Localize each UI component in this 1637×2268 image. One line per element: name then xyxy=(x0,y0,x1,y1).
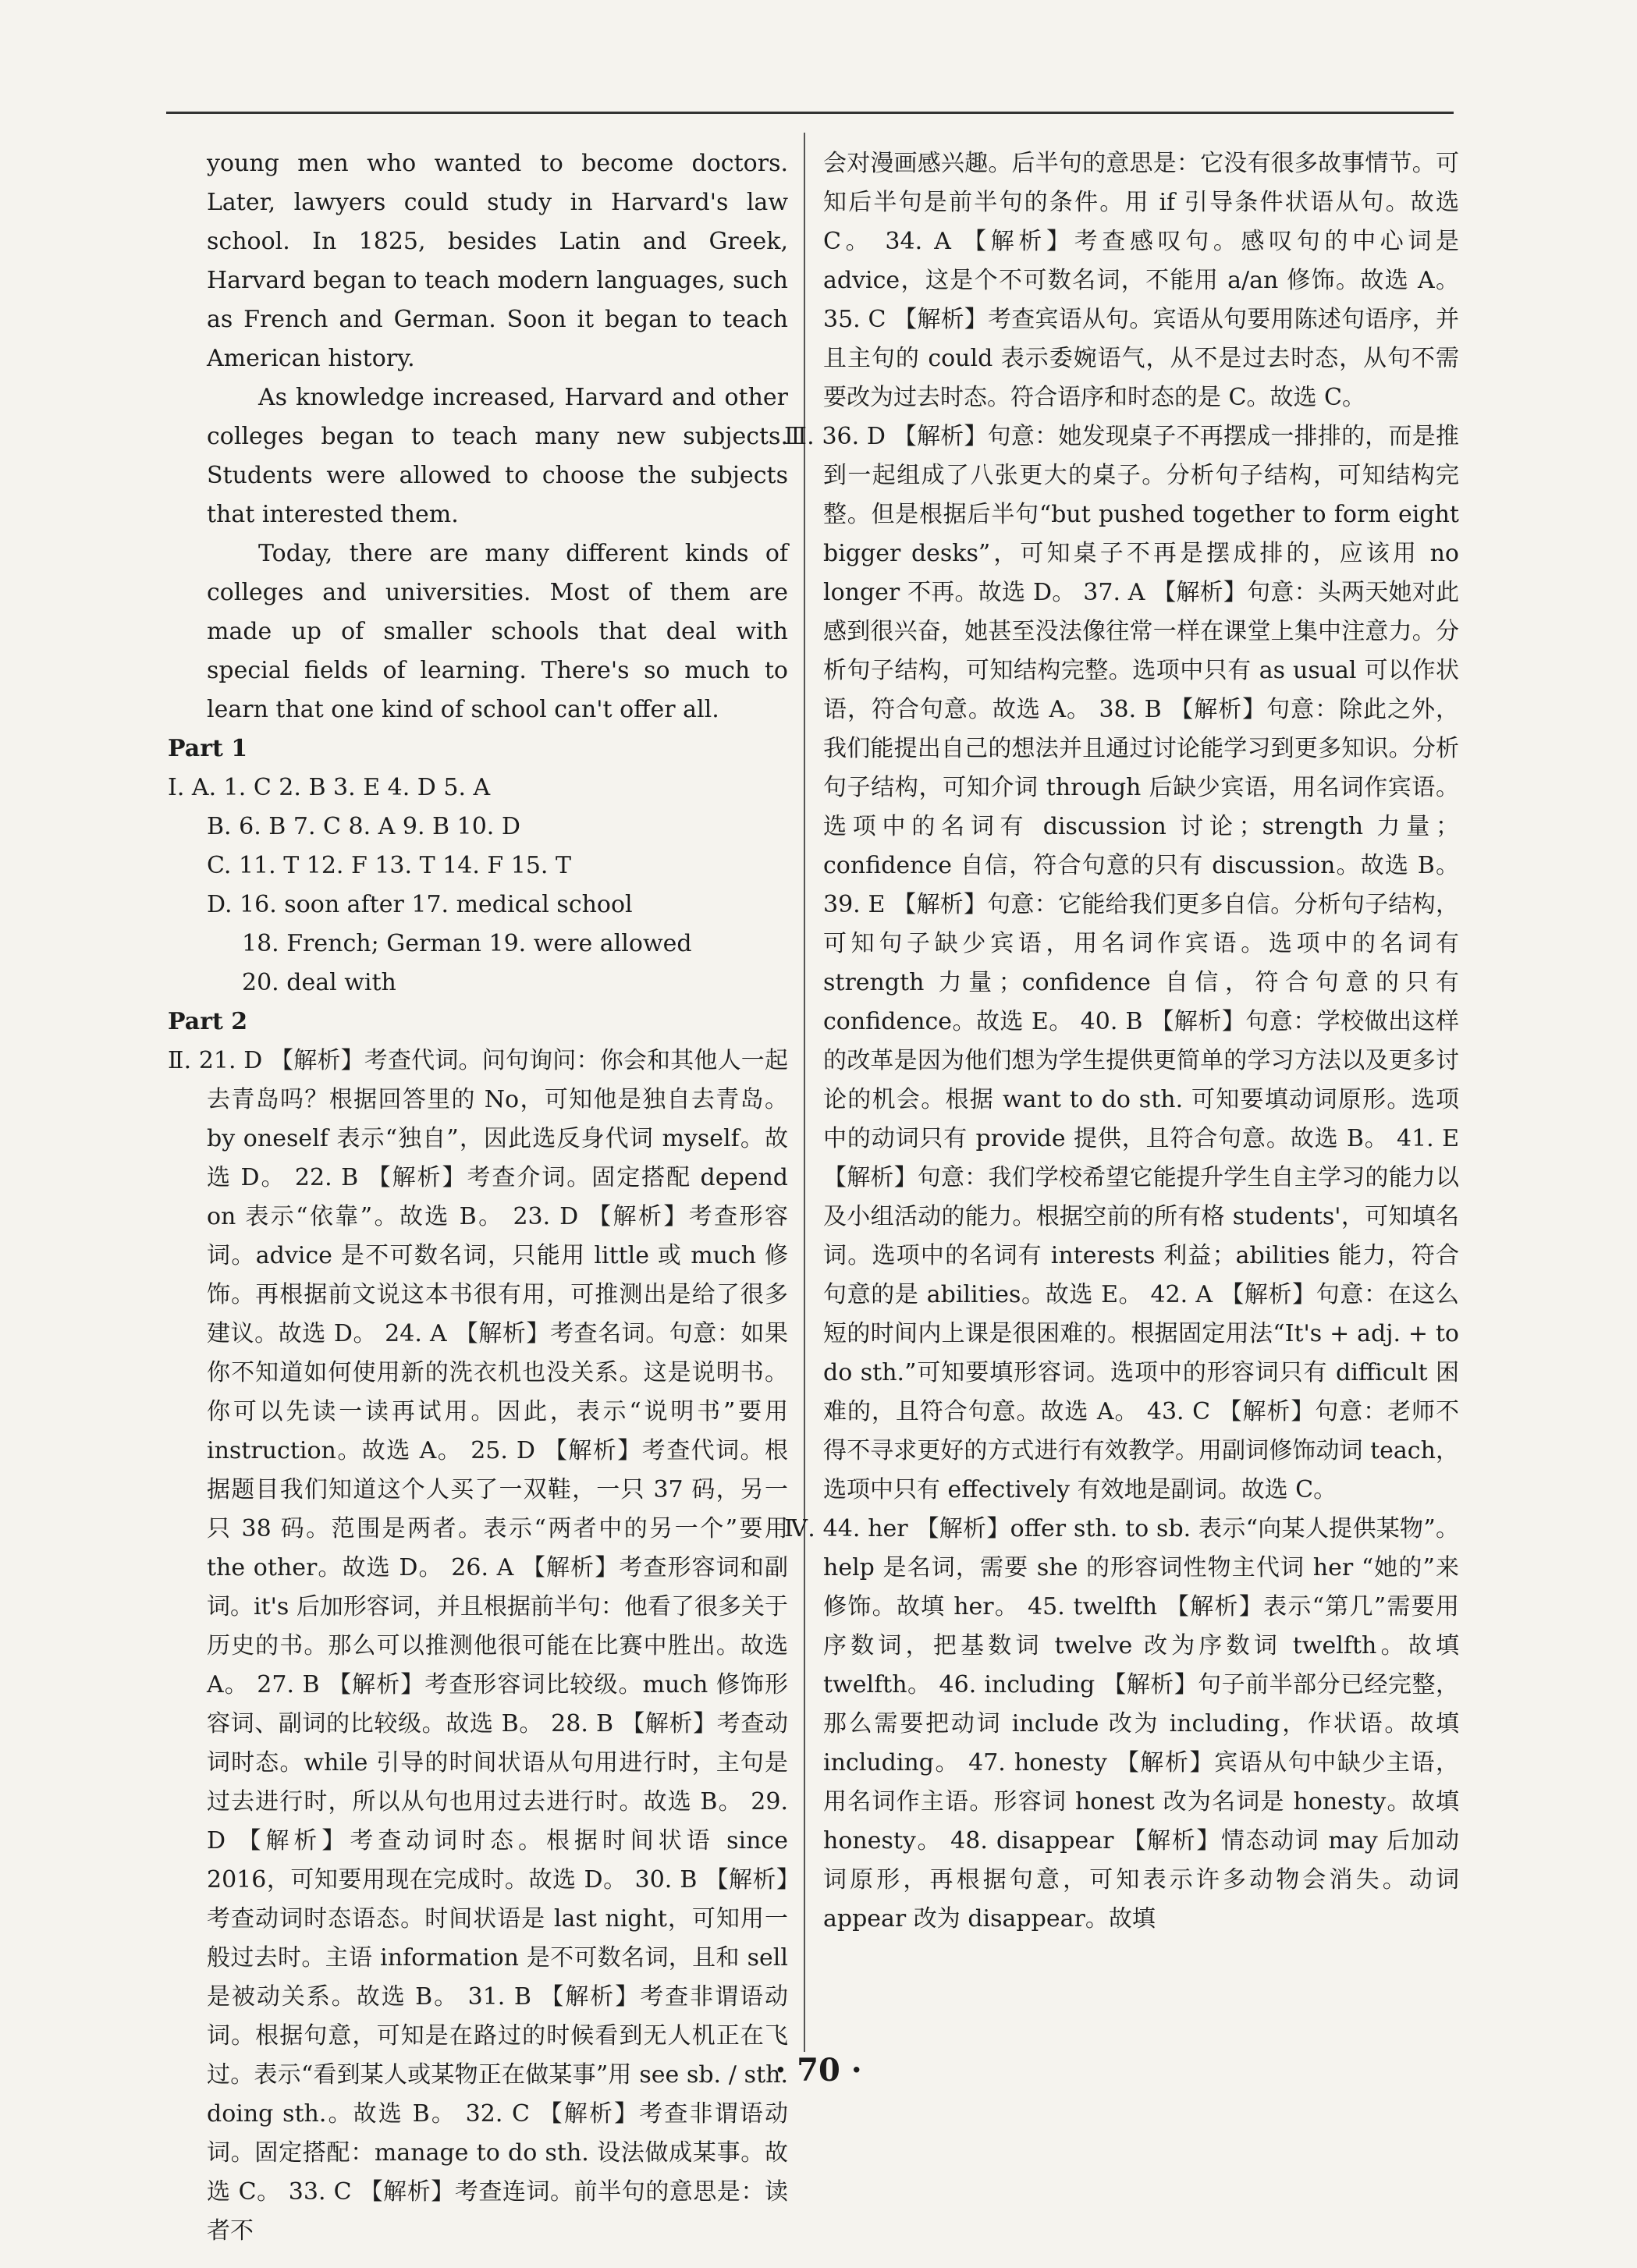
answer-line: Ⅰ. A. 1. C 2. B 3. E 4. D 5. A xyxy=(168,774,491,801)
part-2-title: Part 2 xyxy=(168,1008,248,1035)
page-number: · 70 · xyxy=(775,2052,862,2089)
answer-explanation-block: Ⅳ. 44. her 【解析】offer sth. to sb. 表示“向某人提供某物”。help 是名词，需要 she 的形容词性物主代词 her “她的”来修饰。故填 her。 45. twelfth 【解析】表示“第几”需要用序数词，把基数词 twelve 改为序数词 twelfth。故填 twelfth。 46. including 【解析】句子前半部分已经完整，那么需要把动词 include 改为 including，作状语。故填 including。 47. honesty 【解析】宾语从句中缺少主语，用名词作主语。形容词 honest 改为名词是 honesty。故填 honesty。 48. disappear 【解析】情态动词 may 后加动词原形，再根据句意，可知表示许多动物会消失。动词 appear 改为 disappear。故填 xyxy=(784,1515,1459,1933)
top-rule xyxy=(166,112,1454,114)
answer-line: C. 11. T 12. F 13. T 14. F 15. T xyxy=(207,852,571,879)
answer-line: 18. French; German 19. were allowed xyxy=(242,930,692,957)
right-column xyxy=(784,144,1459,1939)
answer-explanation-block: Ⅲ. 36. D 【解析】句意：她发现桌子不再摆成一排排的，而是推到一起组成了八张更大的桌子。分析句子结构，可知结构完整。但是根据后半句“but pushed together to form eight bigger desks”，可知桌子不再是摆成排的，应该用 no longer 不再。故选 D。 37. A 【解析】句意：头两天她对此感到很兴奋，她甚至没法像往常一样在课堂上集中注意力。分析句子结构，可知结构完整。选项中只有 as usual 可以作状语，符合句意。故选 A。 38. B 【解析】句意：除此之外，我们能提出自己的想法并且通过讨论能学习到更多知识。分析句子结构，可知介词 through 后缺少宾语，用名词作宾语。选项中的名词有 discussion 讨论；strength 力量；confidence 自信，符合句意的只有 discussion。故选 B。 39. E 【解析】句意：它能给我们更多自信。分析句子结构，可知句子缺少宾语，用名词作宾语。选项中的名词有 strength 力量；confidence 自信，符合句意的只有 confidence。故选 E。 40. B 【解析】句意：学校做出这样的改革是因为他们想为学生提供更简单的学习方法以及更多讨论的机会。根据 want to do sth. 可知要填动词原形。选项中的动词只有 provide 提供，且符合句意。故选 B。 41. E 【解析】句意：我们学校希望它能提升学生自主学习的能力以及小组活动的能力。根据空前的所有格 students'，可知填名词。选项中的名词有 interests 利益；abilities 能力，符合句意的是 abilities。故选 E。 42. A 【解析】句意：在这么短的时间内上课是很困难的。根据固定用法“It's + adj. + to do sth.”可知要填形容词。选项中的形容词只有 difficult 困难的，且符合句意。故选 A。 43. C 【解析】句意：老师不得不寻求更好的方式进行有效教学。用副词修饰动词 teach，选项中只有 effectively 有效地是副词。故选 C。 xyxy=(784,423,1459,1503)
part-1-title: Part 1 xyxy=(168,735,248,762)
passage-paragraph: As knowledge increased, Harvard and other colleges began to teach many new subjects. Students were allowed to choose the subjects that interested them. xyxy=(207,384,788,528)
answer-line: B. 6. B 7. C 8. A 9. B 10. D xyxy=(207,813,520,840)
answer-line: D. 16. soon after 17. medical school xyxy=(207,891,633,918)
answer-explanation-block: Ⅱ. 21. D 【解析】考查代词。问句询问：你会和其他人一起去青岛吗？根据回答里的 No，可知他是独自去青岛。by oneself 表示“独自”，因此选反身代词 myself。故选 D。 22. B 【解析】考查介词。固定搭配 depend on 表示“依靠”。故选 B。 23. D 【解析】考查形容词。advice 是不可数名词，只能用 little 或 much 修饰。再根据前文说这本书很有用，可推测出是给了很多建议。故选 D。 24. A 【解析】考查名词。句意：如果你不知道如何使用新的洗衣机也没关系。这是说明书。你可以先读一读再试用。因此，表示“说明书”要用 instruction。故选 A。 25. D 【解析】考查代词。根据题目我们知道这个人买了一双鞋，一只 37 码，另一只 38 码。范围是两者。表示“两者中的另一个”要用 the other。故选 D。 26. A 【解析】考查形容词和副词。it's 后加形容词，并且根据前半句：他看了很多关于历史的书。那么可以推测他很可能在比赛中胜出。故选 A。 27. B 【解析】考查形容词比较级。much 修饰形容词、副词的比较级。故选 B。 28. B 【解析】考查动词时态。while 引导的时间状语从句用进行时，主句是过去进行时，所以从句也用过去进行时。故选 B。 29. D 【解析】考查动词时态。根据时间状语 since 2016，可知要用现在完成时。故选 D。 30. B 【解析】考查动词时态语态。时间状语是 last night，可知用一般过去时。主语 information 是不可数名词，且和 sell 是被动关系。故选 B。 31. B 【解析】考查非谓语动词。根据句意，可知是在路过的时候看到无人机正在飞过。表示“看到某人或某物正在做某事”用 see sb. / sth. doing sth.。故选 B。 32. C 【解析】考查非谓语动词。固定搭配：manage to do sth. 设法做成某事。故选 C。 33. C 【解析】考查连词。前半句的意思是：读者不 xyxy=(168,1047,788,2245)
passage-paragraph: young men who wanted to become doctors. Later, lawyers could study in Harvard's law school. In 1825, besides Latin and Greek, Harvard began to teach modern languages, such as French and German. Soon it began to teach American history. xyxy=(207,150,788,372)
answer-line: 20. deal with xyxy=(242,969,396,996)
passage-paragraph: Today, there are many different kinds of colleges and universities. Most of them are made up of smaller schools that deal with special fields of learning. There's so much to learn that one kind of school can't offer all. xyxy=(207,540,788,723)
left-column xyxy=(168,144,788,2251)
answer-explanation-block: 会对漫画感兴趣。后半句的意思是：它没有很多故事情节。可知后半句是前半句的条件。用 if 引导条件状语从句。故选 C。 34. A 【解析】考查感叹句。感叹句的中心词是 advice，这是个不可数名词，不能用 a/an 修饰。故选 A。 35. C 【解析】考查宾语从句。宾语从句要用陈述句语序，并且主句的 could 表示委婉语气，从不是过去时态，从句不需要改为过去时态。符合语序和时态的是 C。故选 C。 xyxy=(823,150,1459,411)
